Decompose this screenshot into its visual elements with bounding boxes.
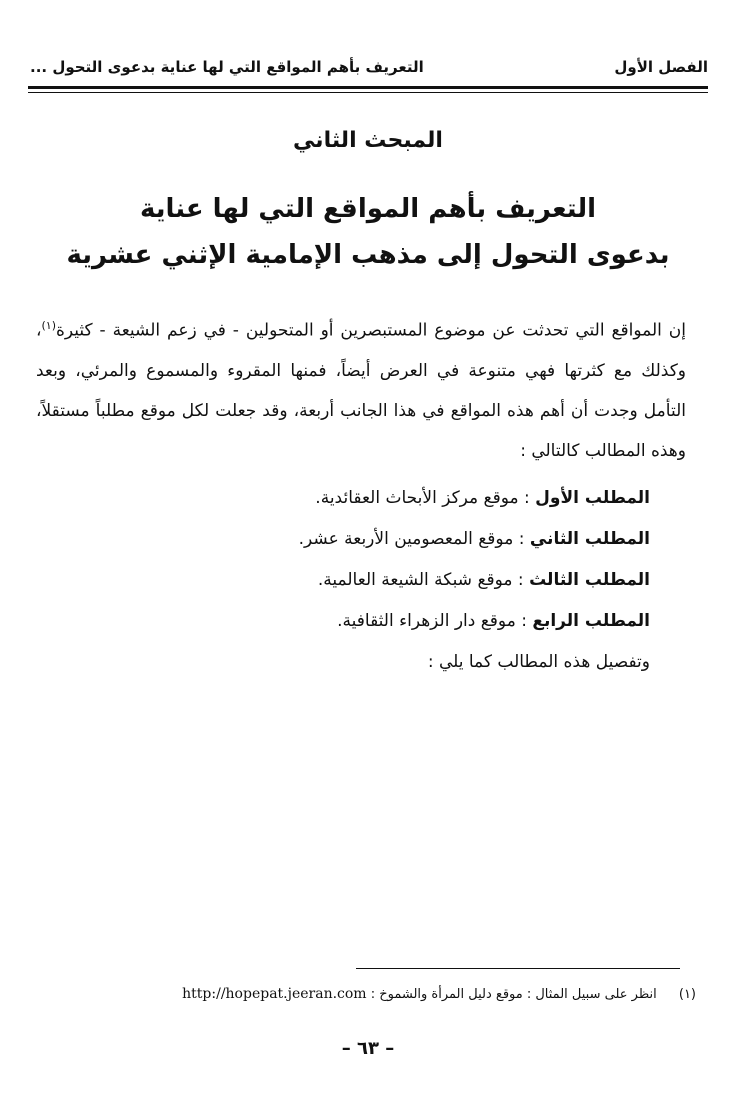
page-number: – ٦٣ –: [341, 1038, 395, 1059]
requirement-label: المطلب الرابع: [532, 611, 650, 631]
requirement-item-4: [90, 601, 650, 642]
requirements-list: [90, 478, 650, 683]
section-label: المبحث الثاني: [293, 128, 443, 153]
requirement-text: : موقع دار الزهراء الثقافية.: [337, 611, 527, 631]
header-chapter: الفصل الأول: [614, 58, 708, 76]
requirement-label: المطلب الثالث: [529, 570, 650, 590]
running-header: [30, 58, 708, 84]
main-title-line-1: التعريف بأهم المواقع التي لها عناية: [139, 194, 597, 224]
main-title-line-2: بدعوى التحول إلى مذهب الإمامية الإثني عشرية: [66, 240, 670, 270]
paragraph-part-2: ، وكذلك مع كثرتها فهي متنوعة في العرض أيضاً، فمنها المقروء والمسموع والمرئي، وبعد التأمل وجدت أن أهم هذه المواقع في هذا الجانب أربعة، وقد جعلت لكل موقع مطلباً مستقلاً، وهذه المطالب كالتالي :: [36, 320, 686, 461]
header-running-title: التعريف بأهم المواقع التي لها عناية بدعوى التحول ...: [30, 58, 424, 76]
footnote-number: (١): [678, 987, 696, 1002]
requirement-item-2: [90, 519, 650, 560]
requirement-item-3: [90, 560, 650, 601]
header-rule-thick: [28, 86, 708, 89]
requirement-text: : موقع المعصومين الأربعة عشر.: [298, 529, 525, 549]
footnote: [150, 986, 696, 1002]
closing-line: وتفصيل هذه المطالب كما يلي :: [427, 652, 650, 672]
header-rule-thin: [28, 92, 708, 93]
body-paragraph: [36, 306, 686, 471]
requirement-text: : موقع شبكة الشيعة العالمية.: [317, 570, 524, 590]
requirement-text: : موقع مركز الأبحاث العقائدية.: [315, 488, 530, 508]
requirement-item-1: [90, 478, 650, 519]
footnote-reference[interactable]: (١): [41, 319, 57, 332]
main-title: [60, 186, 676, 278]
footnote-text: انظر على سبيل المثال : موقع دليل المرأة والشموخ :: [370, 987, 657, 1002]
footnote-url-link[interactable]: http://hopepat.jeeran.com: [182, 986, 367, 1002]
requirement-label: المطلب الثاني: [529, 529, 650, 549]
requirement-label: المطلب الأول: [535, 488, 650, 508]
footnote-separator: [356, 968, 680, 969]
paragraph-part-1: إن المواقع التي تحدثت عن موضوع المستبصرين أو المتحولين - في زعم الشيعة - كثيرة: [56, 320, 686, 341]
